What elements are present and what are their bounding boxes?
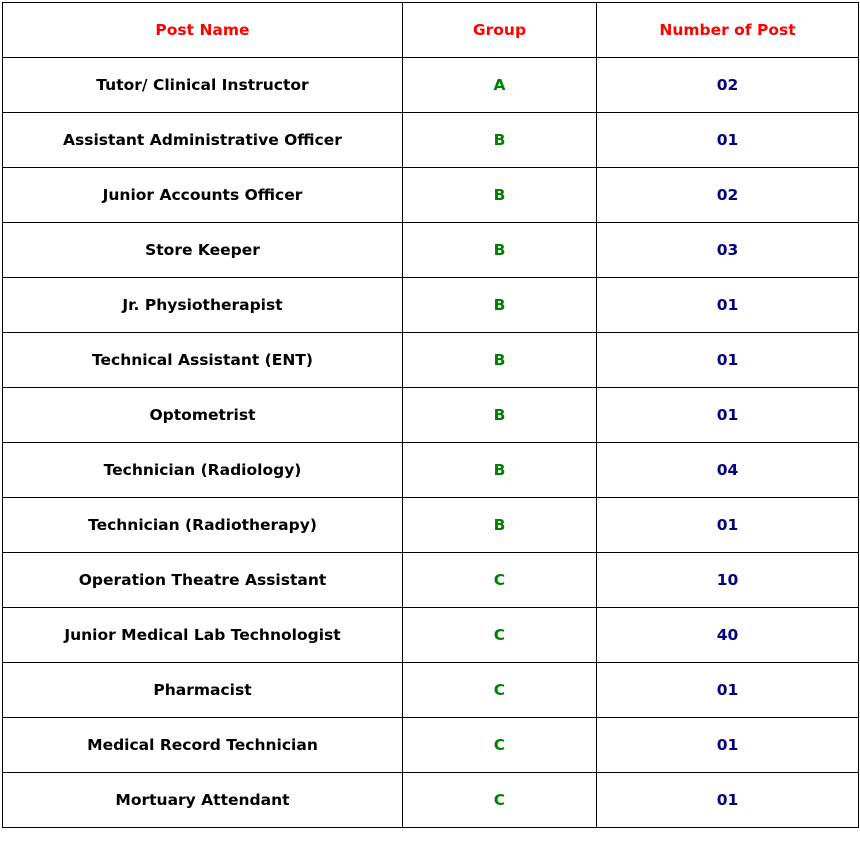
group-cell: C — [403, 663, 597, 718]
group-cell: B — [403, 168, 597, 223]
table-row — [3, 168, 859, 223]
table-row — [3, 333, 859, 388]
post-count-cell: 10 — [597, 553, 859, 608]
post-count-cell: 01 — [597, 278, 859, 333]
post-name-cell: Optometrist — [3, 388, 403, 443]
post-name-cell: Medical Record Technician — [3, 718, 403, 773]
post-name-cell: Tutor/ Clinical Instructor — [3, 58, 403, 113]
table-row — [3, 608, 859, 663]
post-count-cell: 04 — [597, 443, 859, 498]
post-name-cell: Junior Medical Lab Technologist — [3, 608, 403, 663]
post-count-cell: 40 — [597, 608, 859, 663]
header-group: Group — [403, 3, 597, 58]
post-name-cell: Pharmacist — [3, 663, 403, 718]
post-count-cell: 01 — [597, 498, 859, 553]
header-number-of-post: Number of Post — [597, 3, 859, 58]
group-cell: B — [403, 223, 597, 278]
table-row — [3, 278, 859, 333]
group-cell: A — [403, 58, 597, 113]
table-row — [3, 773, 859, 828]
post-count-cell: 01 — [597, 663, 859, 718]
group-cell: B — [403, 443, 597, 498]
post-name-cell: Junior Accounts Officer — [3, 168, 403, 223]
table-row — [3, 553, 859, 608]
post-name-cell: Store Keeper — [3, 223, 403, 278]
group-cell: C — [403, 608, 597, 663]
post-count-cell: 01 — [597, 773, 859, 828]
table-row — [3, 58, 859, 113]
group-cell: C — [403, 773, 597, 828]
posts-table — [2, 2, 859, 828]
group-cell: C — [403, 553, 597, 608]
table-row — [3, 718, 859, 773]
post-count-cell: 01 — [597, 388, 859, 443]
post-name-cell: Jr. Physiotherapist — [3, 278, 403, 333]
group-cell: B — [403, 278, 597, 333]
post-name-cell: Technician (Radiology) — [3, 443, 403, 498]
header-row — [3, 3, 859, 58]
table-row — [3, 498, 859, 553]
group-cell: B — [403, 113, 597, 168]
table-row — [3, 223, 859, 278]
table-row — [3, 388, 859, 443]
table-row — [3, 113, 859, 168]
post-count-cell: 01 — [597, 718, 859, 773]
post-name-cell: Mortuary Attendant — [3, 773, 403, 828]
group-cell: C — [403, 718, 597, 773]
post-count-cell: 02 — [597, 58, 859, 113]
post-count-cell: 02 — [597, 168, 859, 223]
post-count-cell: 03 — [597, 223, 859, 278]
header-post-name: Post Name — [3, 3, 403, 58]
group-cell: B — [403, 498, 597, 553]
post-name-cell: Technical Assistant (ENT) — [3, 333, 403, 388]
post-name-cell: Technician (Radiotherapy) — [3, 498, 403, 553]
table-row — [3, 443, 859, 498]
post-name-cell: Assistant Administrative Officer — [3, 113, 403, 168]
post-name-cell: Operation Theatre Assistant — [3, 553, 403, 608]
group-cell: B — [403, 388, 597, 443]
table-row — [3, 663, 859, 718]
post-count-cell: 01 — [597, 113, 859, 168]
group-cell: B — [403, 333, 597, 388]
post-count-cell: 01 — [597, 333, 859, 388]
